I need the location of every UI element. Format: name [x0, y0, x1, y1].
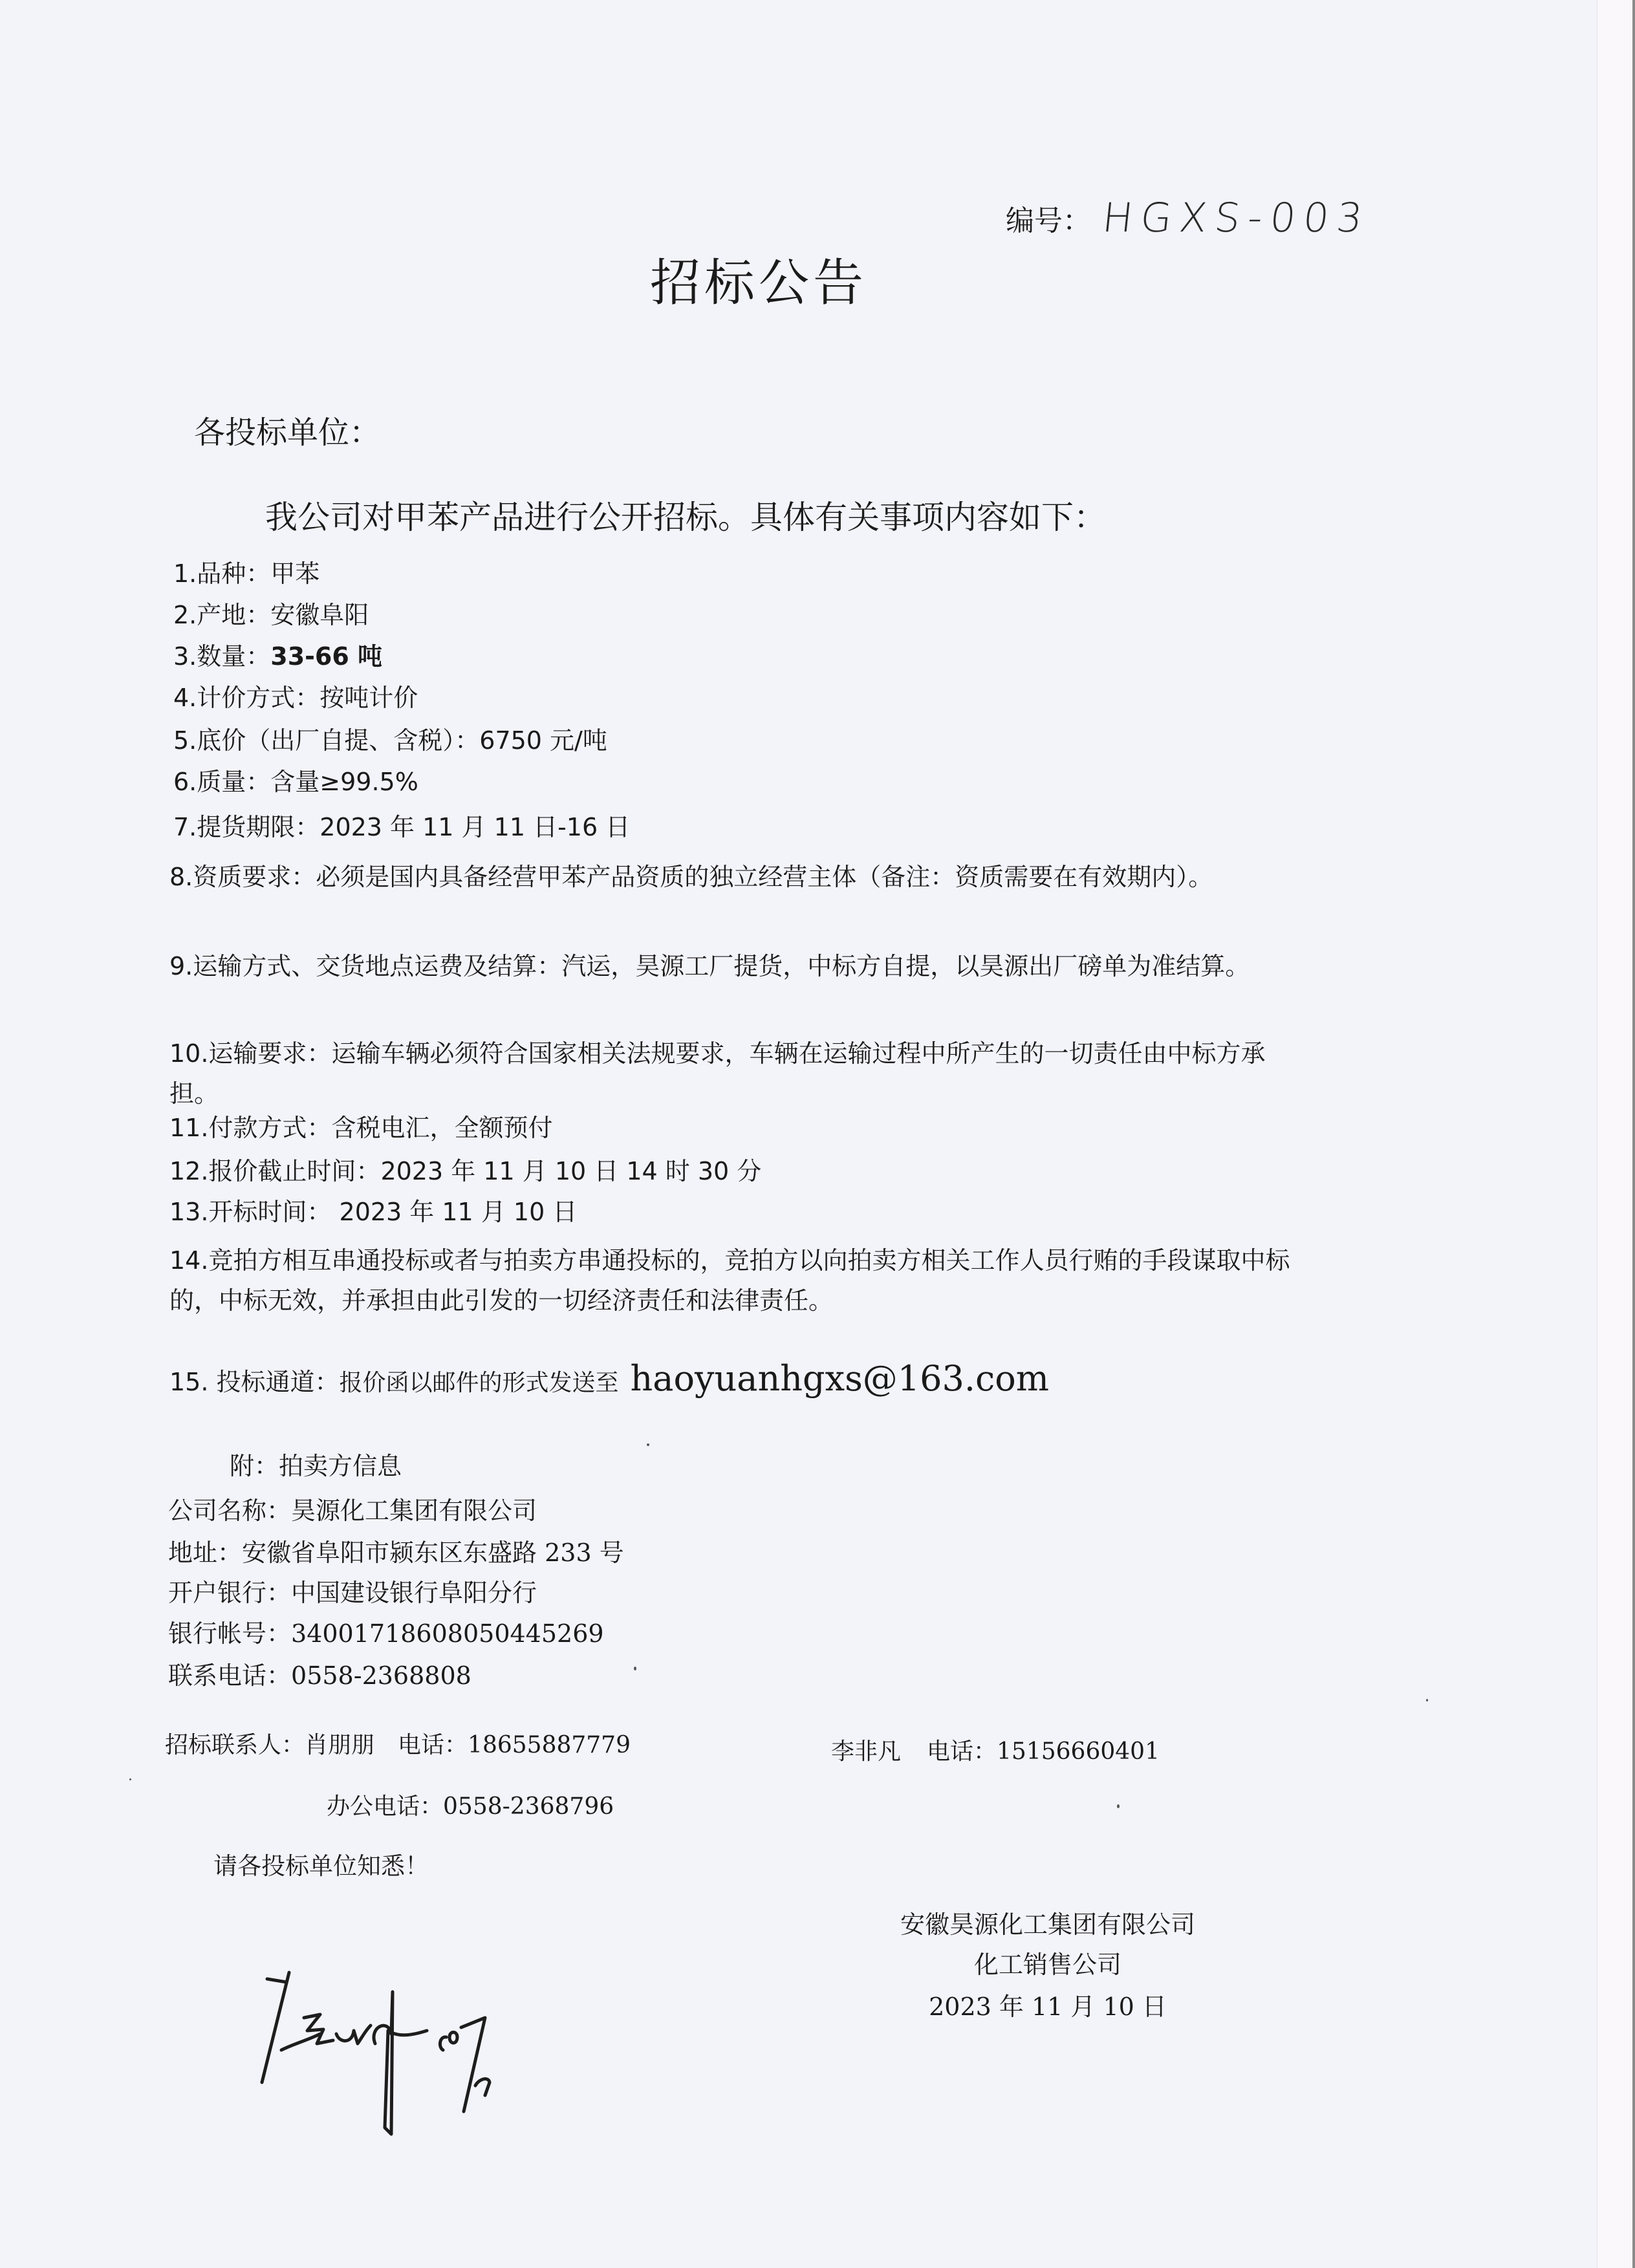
item-base-price	[173, 728, 607, 753]
contact-phone: 15156660401	[997, 1738, 1160, 1765]
item-pricing-method	[173, 686, 418, 710]
item-transport-requirements	[169, 1033, 1308, 1114]
item-quantity	[173, 644, 382, 669]
item-value: 汽运，昊源工厂提货，中标方自提，以昊源出厂磅单为准结算。	[561, 952, 1250, 980]
item-payment-method	[169, 1116, 552, 1140]
item-bid-opening	[169, 1200, 577, 1224]
seller-company-name	[168, 1491, 537, 1526]
office-phone-value: 0558-2368796	[443, 1793, 614, 1820]
item-label: 2.产地：	[173, 601, 271, 629]
item-value: 运输车辆必须符合国家相关法规要求，车辆在运输过程中所产生的一切责任由中标方承担。	[169, 1039, 1266, 1108]
signoff-date: 2023 年 11 月 10 日	[929, 1993, 1167, 2021]
document-number	[1006, 194, 1373, 241]
tender-contact-1	[165, 1727, 631, 1760]
item-label: 4.计价方式：	[173, 684, 320, 712]
scan-speck	[1117, 1804, 1120, 1808]
info-label: 开户银行：	[168, 1579, 292, 1607]
item-value: 必须是国内具备经营甲苯产品资质的独立经营主体（备注：资质需要在有效期内）。	[316, 863, 1213, 891]
item-quality	[173, 770, 418, 794]
item-origin	[173, 603, 369, 627]
item-quote-deadline	[169, 1159, 761, 1183]
info-value: 34001718608050445269	[291, 1619, 604, 1648]
item-value: 按吨计价	[319, 684, 418, 712]
item-value: 6750 元/吨	[479, 726, 607, 755]
item-label: 7.提货期限：	[173, 813, 320, 841]
info-label: 公司名称：	[168, 1496, 292, 1525]
scan-speck	[647, 1443, 649, 1446]
contact-name: 肖朋朋	[305, 1732, 375, 1758]
item-value: 含量≥99.5%	[270, 768, 418, 796]
salutation: 各投标单位：	[194, 415, 381, 451]
item-value: 2023 年 11 月 10 日 14 时 30 分	[380, 1157, 762, 1185]
item-pickup-period	[173, 815, 630, 839]
item-transport-settlement	[169, 946, 1308, 986]
scan-speck	[129, 1778, 131, 1780]
item-value: 含税电汇，全额预付	[331, 1114, 553, 1142]
item-label: 9.运输方式、交货地点运费及结算：	[169, 952, 562, 980]
seller-bank	[168, 1573, 537, 1608]
item-label: 10.运输要求：	[169, 1039, 332, 1068]
scan-speck	[634, 1667, 636, 1670]
contact-name: 李非凡	[831, 1738, 902, 1765]
item-label: 14.	[169, 1246, 209, 1275]
intro-paragraph: 我公司对甲苯产品进行公开招标。具体有关事项内容如下：	[265, 499, 1106, 536]
closing-notice: 请各投标单位知悉！	[213, 1852, 429, 1880]
info-label: 银行帐号：	[168, 1619, 292, 1648]
item-label: 13.开标时间：	[169, 1198, 332, 1226]
info-value: 安徽省阜阳市颍东区东盛路 233 号	[242, 1539, 624, 1567]
item-label: 5.底价（出厂自提、含税）：	[173, 726, 480, 755]
item-label: 3.数量：	[173, 642, 271, 671]
contact-phone-label: 电话：	[398, 1732, 468, 1758]
info-label: 联系电话：	[168, 1661, 292, 1690]
email-link[interactable]: haoyuanhgxs@163.com	[630, 1358, 1049, 1399]
handwritten-signature	[255, 1953, 540, 2147]
scan-edge	[1597, 0, 1635, 2268]
item-label: 12.报价截止时间：	[169, 1157, 381, 1185]
info-value: 中国建设银行阜阳分行	[291, 1579, 537, 1607]
item-variety	[173, 561, 319, 586]
item-label: 11.付款方式：	[169, 1114, 332, 1142]
item-value: 2023 年 11 月 11 日-16 日	[319, 813, 631, 841]
item-collusion-clause	[169, 1240, 1308, 1321]
item-label: 8.资质要求：	[169, 863, 316, 891]
signoff-department: 化工销售公司	[973, 1950, 1121, 1979]
item-label: 1.品种：	[173, 559, 271, 588]
signoff-company: 安徽昊源化工集团有限公司	[900, 1910, 1195, 1939]
document-number-value: HGXS-003	[1100, 194, 1373, 241]
item-label: 6.质量：	[173, 768, 271, 796]
item-label: 15. 投标通道：	[169, 1368, 340, 1396]
item-bid-channel	[169, 1358, 1049, 1399]
document-number-label: 编号：	[1006, 204, 1091, 237]
item-value: 安徽阜阳	[270, 601, 369, 629]
item-value: 甲苯	[270, 559, 320, 588]
office-phone	[327, 1788, 614, 1821]
info-value: 0558-2368808	[291, 1661, 471, 1690]
info-value: 昊源化工集团有限公司	[291, 1496, 537, 1525]
contact-label: 招标联系人：	[165, 1732, 305, 1758]
item-value: 2023 年 11 月 10 日	[331, 1198, 578, 1226]
item-value: 竞拍方相互串通投标或者与拍卖方串通投标的，竞拍方以向拍卖方相关工作人员行贿的手段谋取中标的，中标无效，并承担由此引发的一切经济责任和法律责任。	[169, 1246, 1290, 1315]
appendix-title: 附：拍卖方信息	[230, 1452, 402, 1480]
seller-address	[168, 1533, 624, 1568]
item-value: 报价函以邮件的形式发送至	[339, 1370, 619, 1396]
contact-phone: 18655887779	[468, 1732, 631, 1758]
item-qualification	[169, 857, 1308, 897]
seller-phone	[168, 1656, 471, 1691]
info-label: 地址：	[168, 1539, 243, 1567]
office-phone-label: 办公电话：	[327, 1793, 444, 1820]
contact-phone-label: 电话：	[927, 1738, 997, 1765]
item-value: 33-66 吨	[270, 642, 383, 671]
scan-speck	[1426, 1699, 1428, 1701]
page-title: 招标公告	[650, 254, 868, 312]
tender-contact-2	[831, 1733, 1160, 1766]
scan-edge-shadow	[1632, 0, 1635, 2268]
seller-account	[168, 1614, 604, 1649]
